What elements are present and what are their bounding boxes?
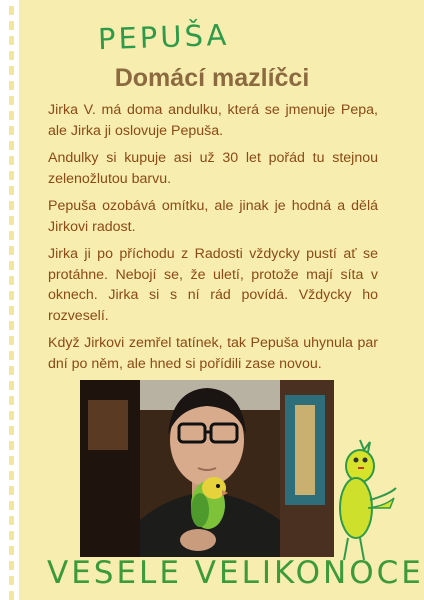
paragraph: Jirka ji po příchodu z Radosti vždycky pustí ať se protáhne. Nebojí se, že uletí, protože mají síta v oknech. Jirka si s ní rád povídá. Vždycky ho rozveselí. (48, 246, 378, 324)
spiral-hole (9, 261, 14, 270)
spiral-hole (9, 561, 14, 570)
spiral-hole (9, 396, 14, 405)
spiral-hole (9, 126, 14, 135)
spiral-hole (9, 171, 14, 180)
spiral-hole (9, 186, 14, 195)
spiral-hole (9, 111, 14, 120)
photo-man-with-budgie (80, 380, 334, 557)
spiral-hole (9, 306, 14, 315)
spiral-hole (9, 21, 14, 30)
drawn-bird-doodle (330, 438, 400, 568)
spiral-hole (9, 546, 14, 555)
spiral-hole (9, 96, 14, 105)
spiral-hole (9, 471, 14, 480)
spiral-hole (9, 576, 14, 585)
spiral-hole (9, 141, 14, 150)
paragraph: Andulky si kupuje asi už 30 let pořád tu stejnou zelenožlutou barvu. (48, 150, 378, 187)
spiral-hole (9, 216, 14, 225)
page-title: Domácí mazlíčci (114, 64, 310, 92)
spiral-hole (9, 456, 14, 465)
spiral-hole (9, 531, 14, 540)
spiral-hole (9, 156, 14, 165)
spiral-hole (9, 441, 14, 450)
spiral-hole (9, 36, 14, 45)
article-body (48, 100, 378, 381)
spiral-hole (9, 51, 14, 60)
spiral-hole (9, 321, 14, 330)
spiral-hole (9, 6, 14, 15)
spiral-hole (9, 246, 14, 255)
spiral-hole (9, 351, 14, 360)
spiral-hole (9, 486, 14, 495)
spiral-hole (9, 336, 14, 345)
spiral-hole (9, 411, 14, 420)
bird-drawing (330, 438, 400, 568)
spiral-hole (9, 426, 14, 435)
spiral-hole (9, 381, 14, 390)
spiral-hole (9, 501, 14, 510)
spiral-hole (9, 366, 14, 375)
handwritten-footer: VESELE VELIKONOCE (47, 555, 424, 591)
spiral-hole (9, 516, 14, 525)
spiral-hole (9, 591, 14, 600)
paragraph: Pepuša ozobává omítku, ale jinak je hodná a dělá Jirkovi radost. (48, 198, 378, 235)
paragraph: Když Jirkovi zemřel tatínek, tak Pepuša uhynula par dní po něm, ale hned si pořídili zase novou. (48, 335, 378, 372)
spiral-hole (9, 231, 14, 240)
spiral-hole (9, 201, 14, 210)
photo-illustration (80, 380, 334, 557)
handwritten-title: PEPUŠA (97, 17, 230, 57)
spiral-hole (9, 276, 14, 285)
spiral-hole (9, 291, 14, 300)
paragraph: Jirka V. má doma andulku, která se jmenuje Pepa, ale Jirka ji oslovuje Pepuša. (48, 102, 378, 139)
